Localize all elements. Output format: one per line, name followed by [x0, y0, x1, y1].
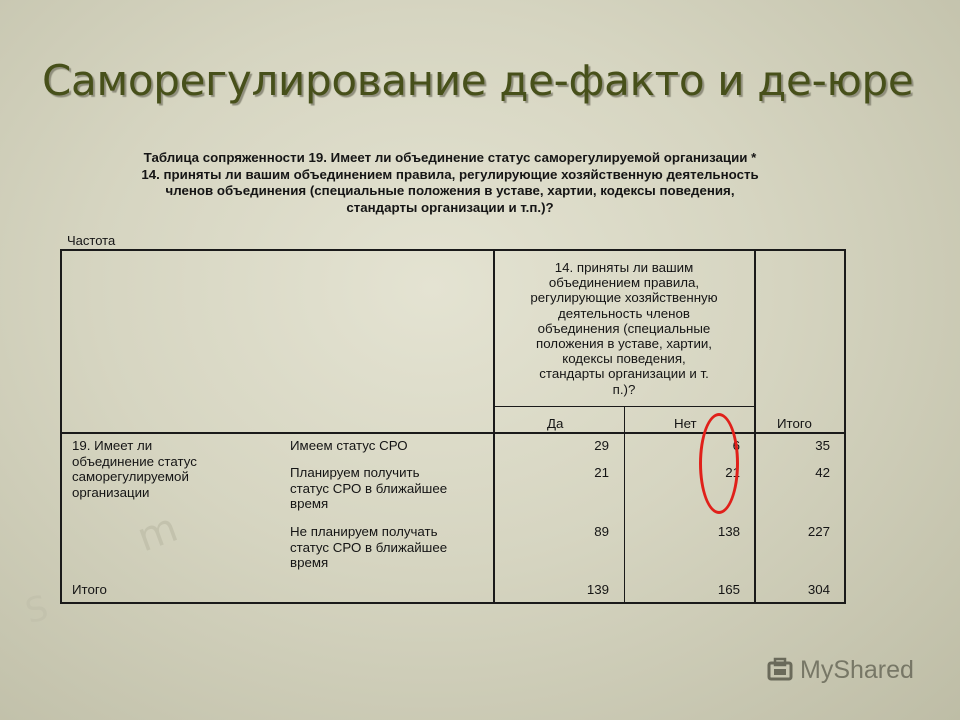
- row-label: Имеем статус СРО: [290, 438, 408, 453]
- row-label-line: Не планируем получать: [290, 524, 438, 539]
- row-group-label-line: организации: [72, 484, 150, 500]
- header-line: 14. приняты ли вашим: [554, 260, 694, 275]
- watermark-text: MyShared: [800, 656, 914, 684]
- caption-line: 14. приняты ли вашим объединением правила, регулирующие хозяйственную деятельность: [141, 166, 759, 182]
- row-group-label-line: 19. Имеет ли: [72, 438, 153, 453]
- total-yes: 139: [586, 582, 609, 597]
- cell-no: 138: [717, 524, 740, 539]
- row-label-line: Планируем получить: [290, 465, 420, 480]
- row-label-line: статус СРО в ближайшее: [290, 539, 448, 555]
- watermark: [766, 656, 914, 685]
- cell-yes: 89: [594, 524, 609, 539]
- header-line: объединения (специальные: [537, 320, 711, 336]
- table-divider: [493, 249, 495, 604]
- column-header-no: Нет: [674, 416, 697, 431]
- header-line: стандарты организации и т.: [539, 366, 709, 382]
- header-line: кодексы поведения,: [562, 351, 686, 367]
- column-group-header: [508, 260, 740, 397]
- row-group-label-line: объединение статус: [72, 453, 197, 469]
- header-line: положения в уставе, хартии,: [536, 336, 712, 352]
- cell-yes: 21: [594, 465, 609, 480]
- caption-line: стандарты организации и т.п.)?: [346, 199, 554, 215]
- header-line: деятельность членов: [558, 305, 690, 321]
- slide-title: Саморегулирование де-факто и де-юре: [42, 56, 914, 105]
- cell-total: 227: [807, 524, 830, 539]
- header-line: регулирующие хозяйственную: [530, 290, 718, 306]
- row-label: [290, 465, 447, 512]
- caption-line: Таблица сопряженности 19. Имеет ли объединение статус саморегулируемой организации *: [143, 150, 757, 165]
- cell-no: 21: [725, 465, 740, 480]
- table-divider: [495, 406, 755, 407]
- row-label: [290, 524, 447, 571]
- row-group-label: [72, 438, 197, 500]
- cell-total: 42: [815, 465, 830, 480]
- row-label-line: время: [290, 496, 329, 511]
- row-label-line: статус СРО в ближайшее: [290, 480, 448, 496]
- header-line: п.)?: [612, 381, 636, 397]
- total-total: 304: [807, 582, 830, 597]
- column-header-total: Итого: [777, 416, 812, 431]
- cell-total: 35: [815, 438, 830, 453]
- caption-line: членов объединения (специальные положения в уставе, хартии, кодексы поведения,: [165, 183, 735, 198]
- total-row-label: Итого: [72, 582, 107, 597]
- row-label-line: время: [290, 555, 329, 570]
- cell-no: 6: [732, 438, 740, 453]
- table-divider: [754, 249, 756, 604]
- table-caption: [70, 150, 830, 216]
- table-divider: [624, 406, 625, 604]
- total-no: 165: [717, 582, 740, 597]
- column-header-yes: Да: [547, 416, 564, 431]
- frequency-label: Частота: [67, 233, 116, 248]
- row-group-label-line: саморегулируемой: [72, 469, 189, 484]
- highlight-oval: [699, 413, 739, 514]
- background-compass-glyph: S: [21, 587, 53, 633]
- cell-yes: 29: [594, 438, 609, 453]
- header-line: объединением правила,: [548, 275, 700, 291]
- background-compass-glyph: m: [131, 504, 184, 562]
- myshared-logo-icon: [766, 657, 794, 685]
